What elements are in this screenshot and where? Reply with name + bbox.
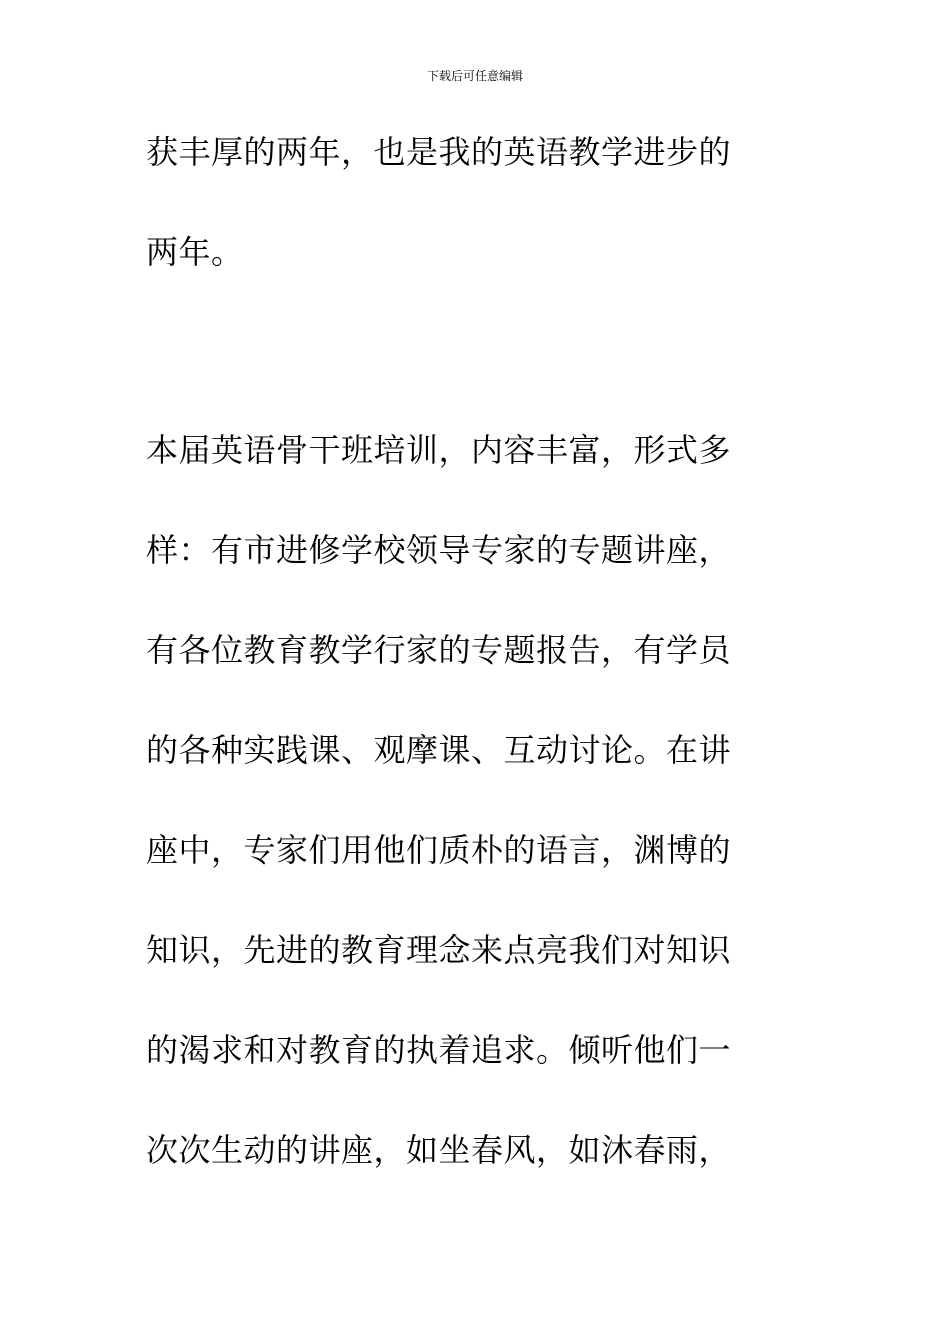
paragraph-line: 次次生动的讲座，如坐春风，如沐春雨， xyxy=(146,1131,732,1169)
paragraph-line: 的各种实践课、观摩课、互动讨论。在讲 xyxy=(146,731,732,769)
paragraph-line: 有各位教育教学行家的专题报告，有学员 xyxy=(146,631,732,669)
paragraph-line: 获丰厚的两年，也是我的英语教学进步的 xyxy=(146,133,732,171)
paragraph-line: 的渴求和对教育的执着追求。倾听他们一 xyxy=(146,1031,732,1069)
paragraph-line: 座中，专家们用他们质朴的语言，渊博的 xyxy=(146,831,732,869)
paragraph-line: 两年。 xyxy=(146,233,244,271)
paragraph-line: 样：有市进修学校领导专家的专题讲座， xyxy=(146,531,732,569)
paragraph-line: 知识，先进的教育理念来点亮我们对知识 xyxy=(146,931,732,969)
header-note: 下载后可任意编辑 xyxy=(426,69,523,83)
paragraph-line: 本届英语骨干班培训，内容丰富，形式多 xyxy=(146,431,732,469)
